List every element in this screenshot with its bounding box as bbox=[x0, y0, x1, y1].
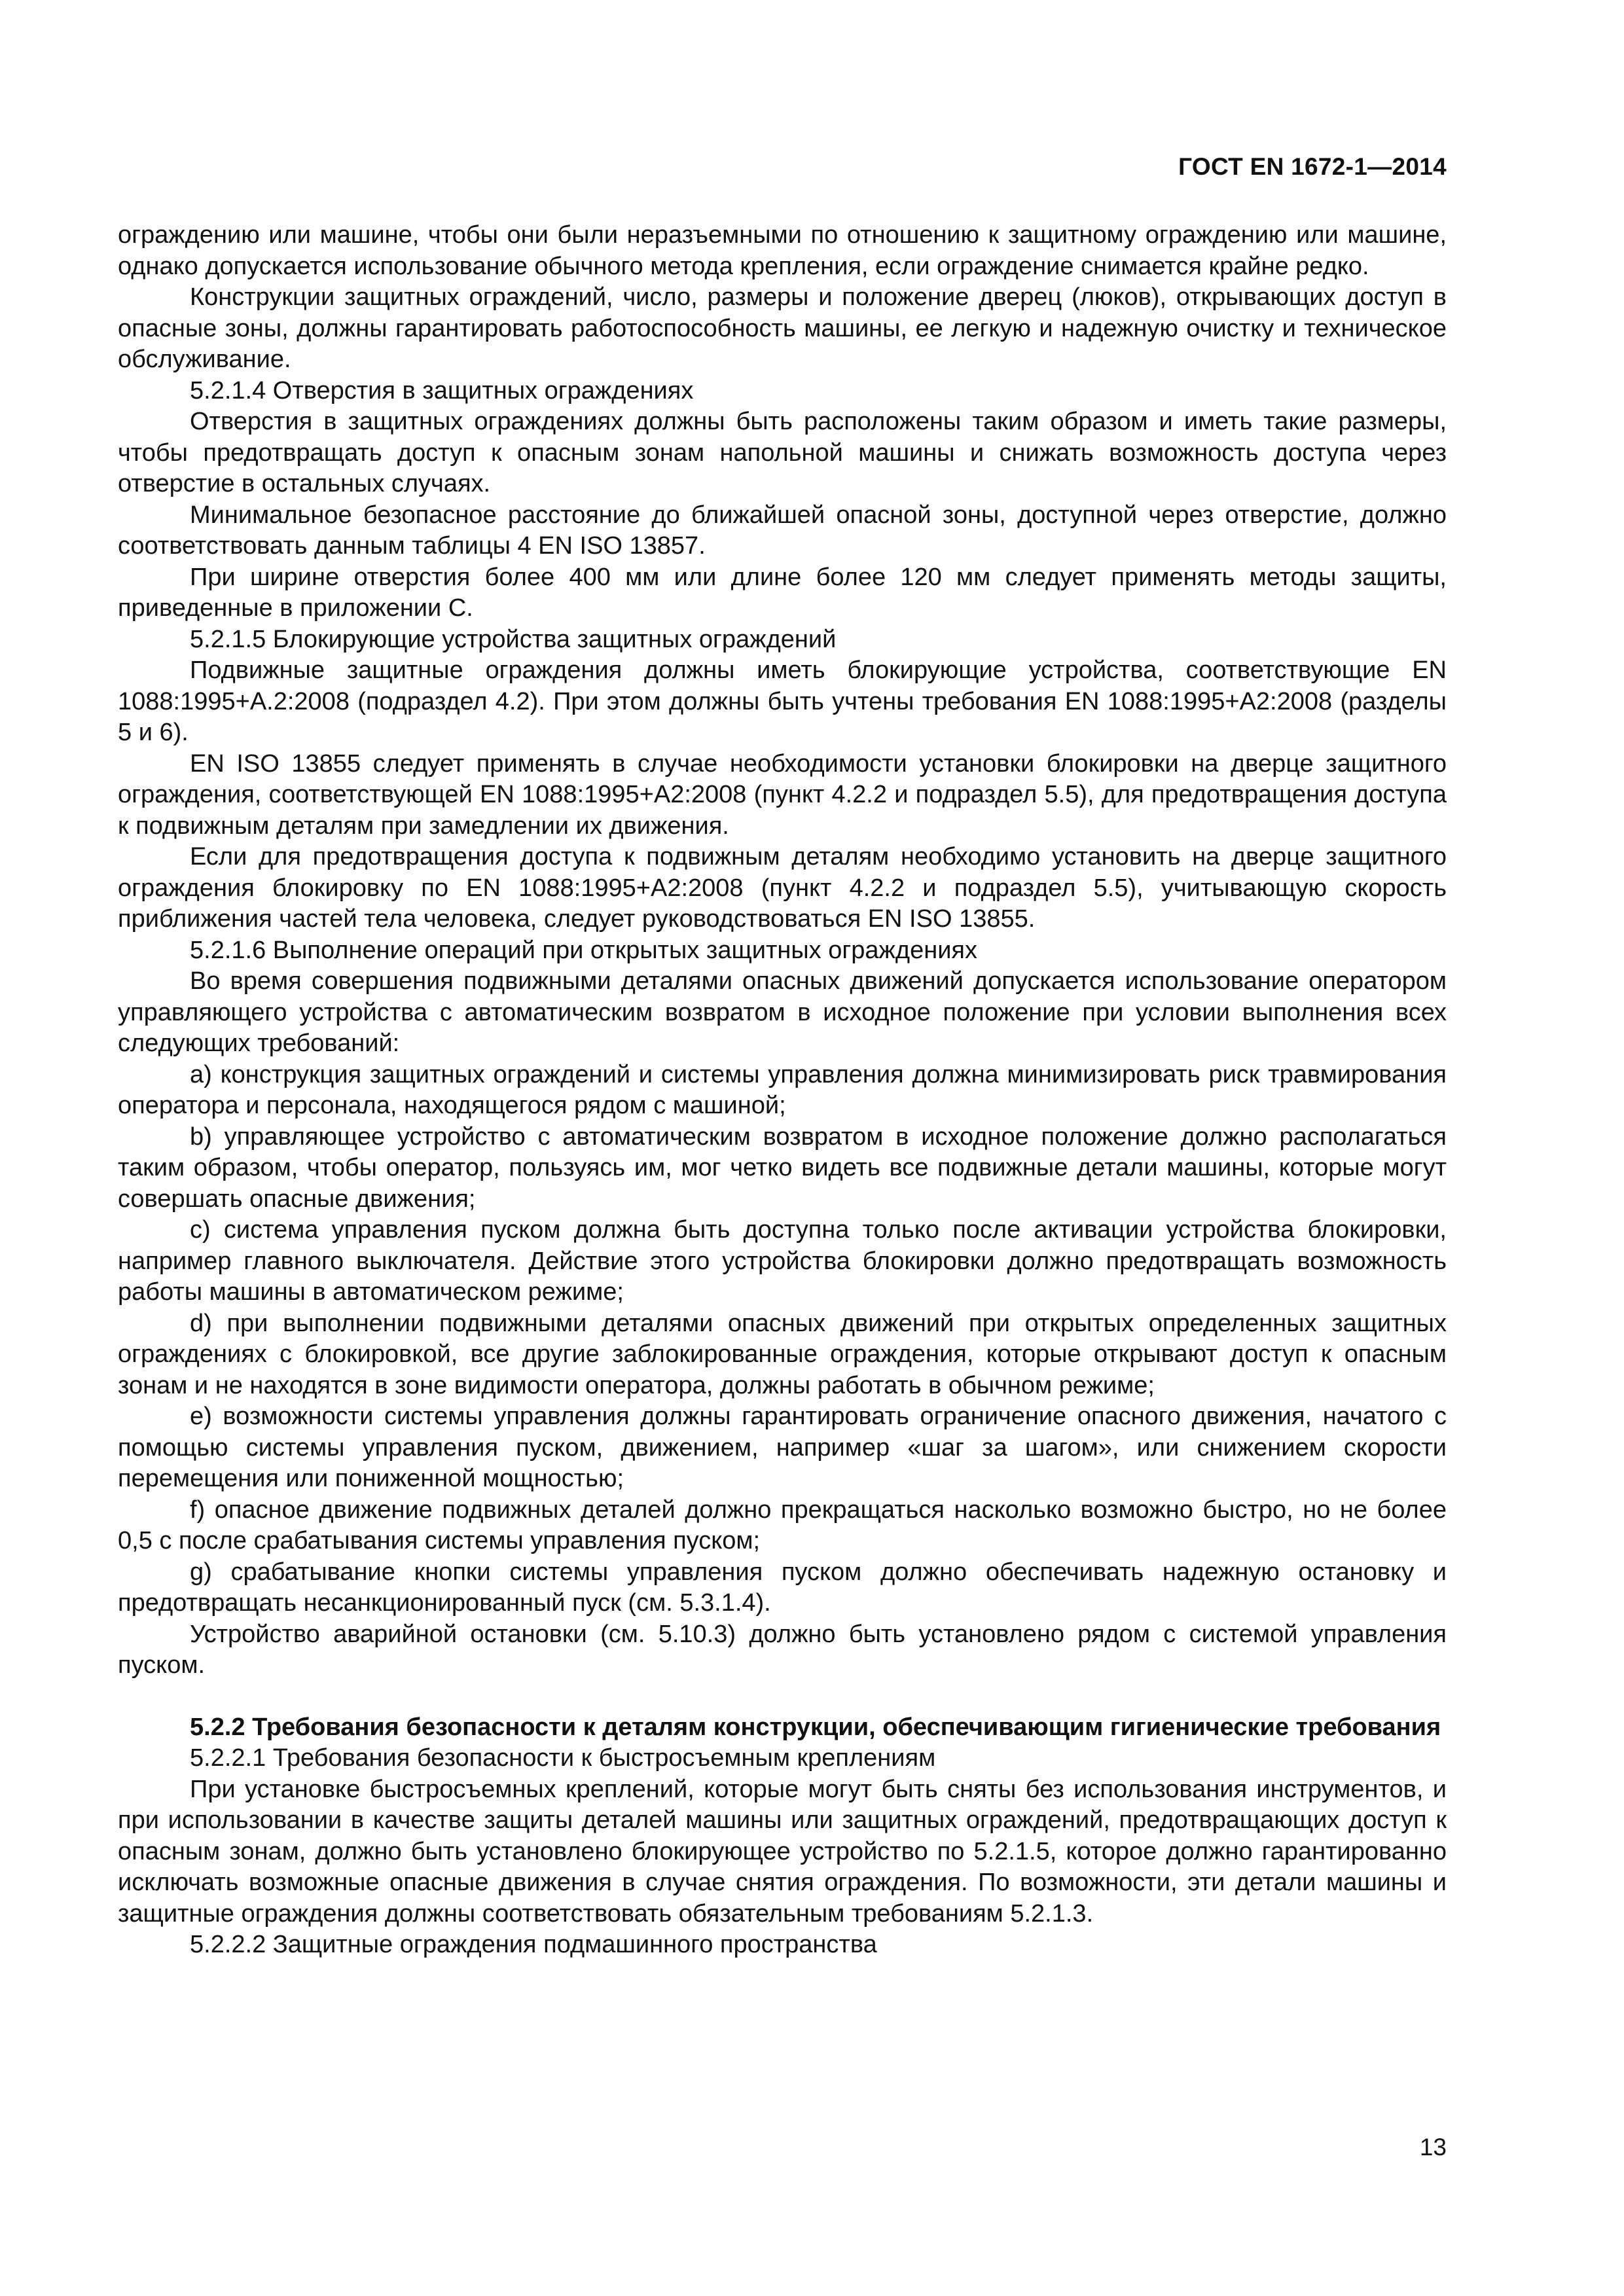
paragraph: При ширине отверстия более 400 мм или длине более 120 мм следует применять методы защиты, приведенные в приложении С. bbox=[118, 563, 1447, 622]
list-item-f: f) опасное движение подвижных деталей должно прекращаться насколько возможно быстро, но не более 0,5 с после срабатывания системы управления пуском; bbox=[118, 1496, 1447, 1554]
paragraph: Минимальное безопасное расстояние до ближайшей опасной зоны, доступной через отверстие, должно соответствовать данным таблицы 4 EN ISO 13857. bbox=[118, 501, 1447, 560]
paragraph: Отверстия в защитных ограждениях должны быть расположены таким образом и иметь такие размеры, чтобы предотвращать доступ к опасным зонам напольной машины и снижать возможность доступа через отверстие в остальных случаях. bbox=[118, 408, 1447, 497]
paragraph: При установке быстросъемных креплений, которые могут быть сняты без использования инструментов, и при использовании в качестве защиты деталей машины или защитных ограждений, предотвращающих доступ к опасным зонам, должно быть установлено блокирующее устройство по 5.2.1.5, которое должно гарантированно исключать возможные опасные движения в случае снятия ограждения. По возможности, эти детали машины и защитные ограждения должны соответствовать обязательным требованиям 5.2.1.3. bbox=[118, 1775, 1447, 1928]
list-item-b: b) управляющее устройство с автоматическим возвратом в исходное положение должно располагаться таким образом, чтобы оператор, пользуясь им, мог четко видеть все подвижные детали машины, которые могут совершать опасные движения; bbox=[118, 1122, 1447, 1213]
document-header: ГОСТ EN 1672-1—2014 bbox=[1178, 153, 1447, 180]
section-heading-5-2-1-6: 5.2.1.6 Выполнение операций при открытых защитных ограждениях bbox=[190, 936, 978, 964]
document-body bbox=[118, 220, 1447, 1961]
paragraph: Устройство аварийной остановки (см. 5.10.3) должно быть установлено рядом с системой управления пуском. bbox=[118, 1620, 1447, 1679]
paragraph: Конструкции защитных ограждений, число, размеры и положение дверец (люков), открывающих доступ в опасные зоны, должны гарантировать работоспособность машины, ее легкую и надежную очистку и техническое обслуживание. bbox=[118, 283, 1447, 373]
paragraph: Во время совершения подвижными деталями опасных движений допускается использование оператором управляющего устройства с автоматическим возвратом в исходное положение при условии выполнения всех следующих требований: bbox=[118, 967, 1447, 1057]
paragraph: Подвижные защитные ограждения должны иметь блокирующие устройства, соответствующие EN 1088:1995+A.2:2008 (подраздел 4.2). При этом должны быть учтены требования EN 1088:1995+A2:2008 (разделы 5 и 6). bbox=[118, 656, 1447, 746]
section-heading-5-2-2-2: 5.2.2.2 Защитные ограждения подмашинного пространства bbox=[190, 1931, 877, 1958]
section-heading-5-2-2: 5.2.2 Требования безопасности к деталям конструкции, обеспечивающим гигиенические требования bbox=[190, 1713, 1441, 1741]
paragraph-continuation: ограждению или машине, чтобы они были неразъемными по отношению к защитному ограждению или машине, однако допускается использование обычного метода крепления, если ограждение снимается крайне редко. bbox=[118, 221, 1447, 280]
paragraph: EN ISO 13855 следует применять в случае необходимости установки блокировки на дверце защитного ограждения, соответствующей EN 1088:1995+A2:2008 (пункт 4.2.2 и подраздел 5.5), для предотвращения доступа к подвижным деталям при замедлении их движения. bbox=[118, 749, 1447, 840]
section-heading-5-2-2-1: 5.2.2.1 Требования безопасности к быстросъемным креплениям bbox=[190, 1744, 936, 1772]
list-item-g: g) срабатывание кнопки системы управления пуском должно обеспечивать надежную остановку и предотвращать несанкционированный пуск (см. 5.3.1.4). bbox=[118, 1558, 1447, 1617]
section-heading-5-2-1-4: 5.2.1.4 Отверстия в защитных ограждениях bbox=[190, 376, 694, 404]
list-item-a: a) конструкция защитных ограждений и системы управления должна минимизировать риск травмирования оператора и персонала, находящегося рядом с машиной; bbox=[118, 1060, 1447, 1119]
section-heading-5-2-1-5: 5.2.1.5 Блокирующие устройства защитных ограждений bbox=[190, 625, 837, 653]
page-number: 13 bbox=[1419, 2134, 1447, 2161]
list-item-d: d) при выполнении подвижными деталями опасных движений при открытых определенных защитных ограждениях с блокировкой, все другие заблокированные ограждения, которые открывают доступ к опасным зонам и не находятся в зоне видимости оператора, должны работать в обычном режиме; bbox=[118, 1309, 1447, 1399]
list-item-e: e) возможности системы управления должны гарантировать ограничение опасного движения, начатого с помощью системы управления пуском, движением, например «шаг за шагом», или снижением скорости перемещения или пониженной мощностью; bbox=[118, 1403, 1447, 1492]
list-item-c: c) система управления пуском должна быть доступна только после активации устройства блокировки, например главного выключателя. Действие этого устройства блокировки должно предотвращать возможность работы машины в автоматическом режиме; bbox=[118, 1216, 1447, 1306]
paragraph: Если для предотвращения доступа к подвижным деталям необходимо установить на дверце защитного ограждения блокировку по EN 1088:1995+A2:2008 (пункт 4.2.2 и подраздел 5.5), учитывающую скорость приближения частей тела человека, следует руководствоваться EN ISO 13855. bbox=[118, 843, 1447, 933]
